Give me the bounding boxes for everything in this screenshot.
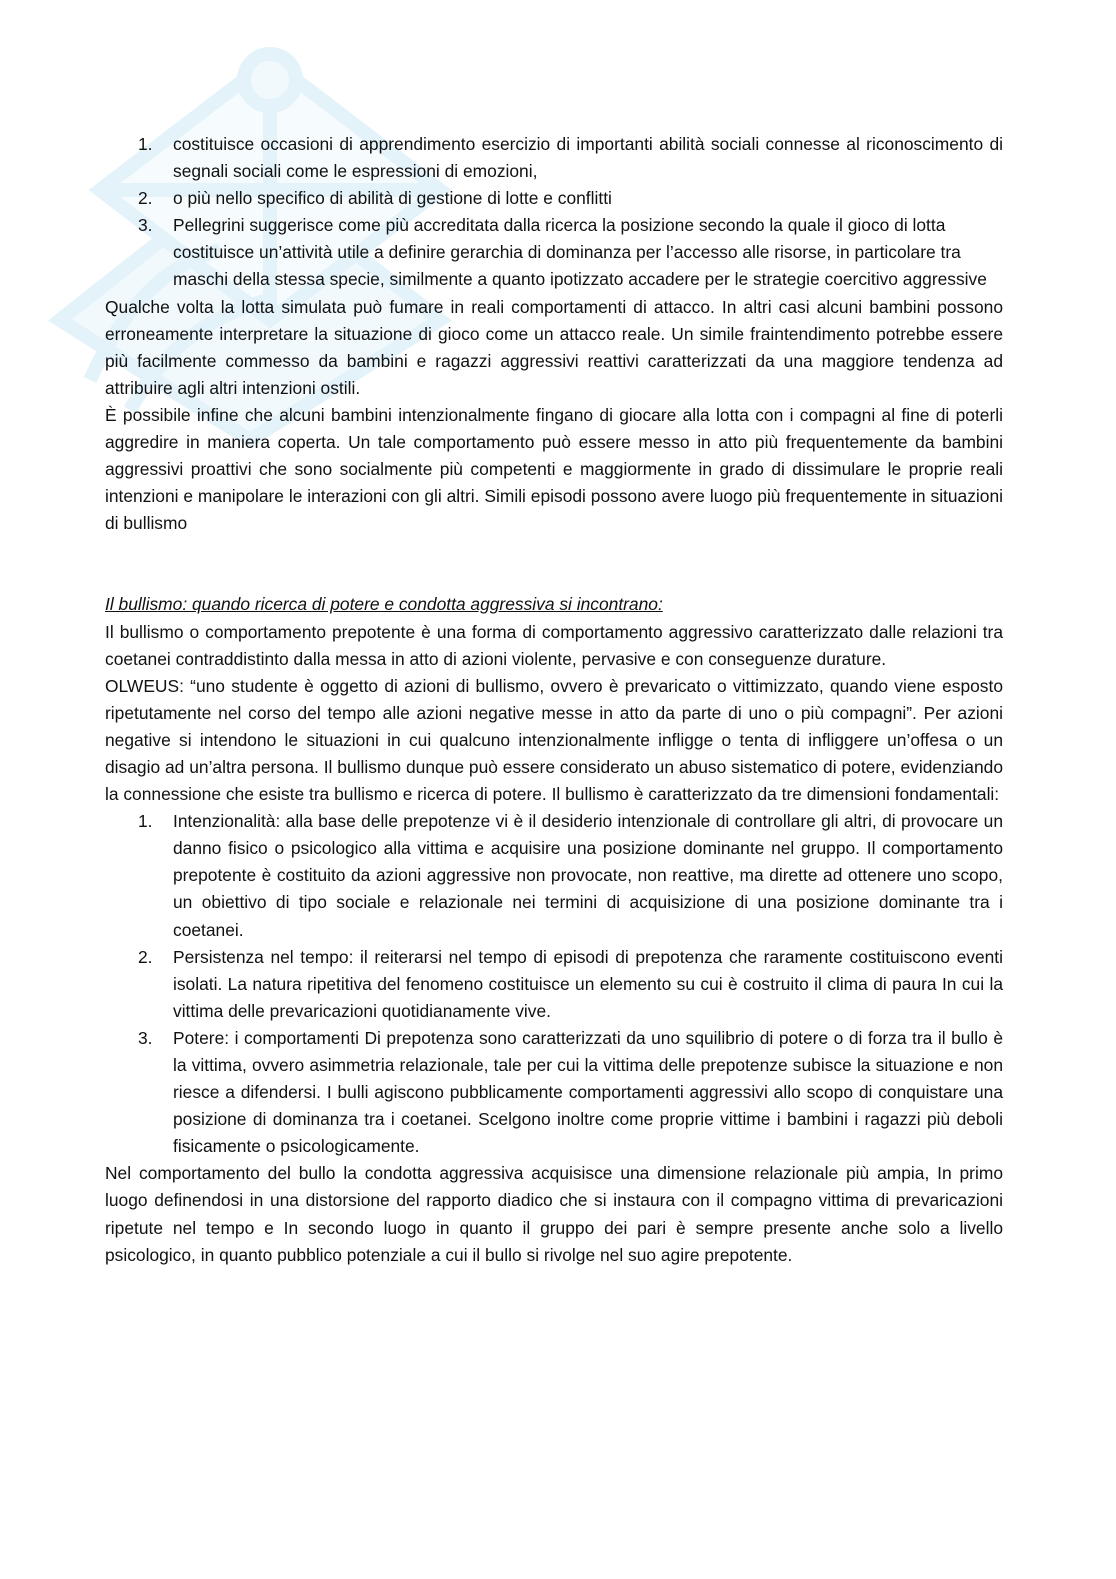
top-numbered-list (105, 131, 1003, 294)
paragraph-bullying-definition: Il bullismo o comportamento prepotente è una forma di comportamento aggressivo caratterizzato dalle relazioni tra coetanei contraddistinto dalla messa in atto di azioni violente, pervasive e con conseguenze durature. (105, 621, 1003, 669)
list-number: 1. (138, 134, 153, 154)
list-item (105, 131, 1003, 185)
list-number: 3. (138, 1027, 153, 1048)
list-item-text: Pellegrini suggerisce come più accreditata dalla ricerca la posizione secondo la quale il gioco di lotta costituisce un’attività utile a definire gerarchia di dominanza per l’accesso alle risorse, in particolare tra maschi della stessa specie, similmente a quanto ipotizzato accadere per le strategie coercitivo aggressive (173, 215, 987, 290)
section-gap (105, 537, 1003, 591)
paragraph-misinterpretation: Qualche volta la lotta simulata può fumare in reali comportamenti di attacco. In altri casi alcuni bambini possono erroneamente interpretare la situazione di gioco come un attacco reale. Un simile fraintendimento potrebbe essere più facilmente commesso da bambini e ragazzi aggressivi reattivi caratterizzati da una maggiore tendenza ad attribuire agli altri intenzioni ostili. (105, 296, 1003, 398)
list-item-text: Persistenza nel tempo: il reiterarsi nel tempo di episodi di prepotenza che raramente costituiscono eventi isolati. La natura ripetitiva del fenomeno costituisce un elemento su cui è costruito il clima di paura In cui la vittima delle prevaricazioni quotidianamente vive. (173, 946, 1003, 1021)
list-number: 3. (138, 215, 153, 236)
dimensions-numbered-list (105, 808, 1003, 1160)
list-item-text: Intenzionalità: alla base delle prepotenze vi è il desiderio intenzionale di controllare gli altri, di provocare un danno fisico o psicologico alla vittima e acquisire una posizione dominante nel gruppo. Il comportamento prepotente è costituito da azioni aggressive non provocate, non reattive, ma dirette ad ottenere uno scopo, un obiettivo di tipo sociale e relazionale nei termini di acquisizione di una posizione dominante tra i coetanei. (173, 811, 1003, 940)
list-item (105, 212, 1003, 293)
list-item (105, 1025, 1003, 1160)
list-number: 2. (138, 188, 153, 209)
list-item-text: o più nello specifico di abilità di gestione di lotte e conflitti (173, 188, 612, 209)
list-item-text: Potere: i comportamenti Di prepotenza sono caratterizzati da uno squilibrio di potere o di forza tra il bullo è la vittima, ovvero asimmetria relazionale, tale per cui la vittima delle prepotenze subisce la situazione e non riesce a difendersi. I bulli agiscono pubblicamente comportamenti aggressivi allo scopo di conquistare una posizione di dominanza tra i coetanei. Scelgono inoltre come proprie vittime i bambini i ragazzi più deboli fisicamente o psicologicamente. (173, 1027, 1003, 1157)
list-item (105, 808, 1003, 943)
list-item (105, 944, 1003, 1025)
paragraph-olweus-quote: OLWEUS: “uno studente è oggetto di azioni di bullismo, ovvero è prevaricato o vittimizzato, quando viene esposto ripetutamente nel corso del tempo alle azioni negative messe in atto da parte di uno o più compagni”. Per azioni negative si intendono le situazioni in cui qualcuno intenzionalmente infligge o tenta di infliggere un’offesa o un disagio ad un’altra persona. Il bullismo dunque può essere considerato un abuso sistematico di potere, evidenziando la connessione che esiste tra bullismo e ricerca di potere. Il bullismo è caratterizzato da tre dimensioni fondamentali: (105, 675, 1003, 805)
paragraph-proactive-aggression: È possibile infine che alcuni bambini intenzionalmente fingano di giocare alla lotta con i compagni al fine di poterli aggredire in maniera coperta. Un tale comportamento può essere messo in atto più frequentemente da bambini aggressivi proattivi che sono socialmente più competenti e maggiormente in grado di dissimulare le proprie reali intenzioni e manipolare le interazioni con gli altri. Simili episodi possono avere luogo più frequentemente in situazioni di bullismo (105, 404, 1003, 534)
list-number: 1. (138, 811, 153, 832)
document-page (105, 131, 1003, 1269)
list-item (105, 185, 1003, 212)
list-item-text: costituisce occasioni di apprendimento esercizio di importanti abilità sociali connesse al riconoscimento di segnali sociali come le espressioni di emozioni, (173, 134, 1003, 182)
paragraph-conclusion: Nel comportamento del bullo la condotta aggressiva acquisisce una dimensione relazionale più ampia, In primo luogo definendosi in una distorsione del rapporto diadico che si instaura con il compagno vittima di prevaricazioni ripetute nel tempo e In secondo luogo in quanto il gruppo dei pari è sempre presente anche solo a livello psicologico, in quanto pubblico potenziale a cui il bullo si rivolge nel suo agire prepotente. (105, 1163, 1003, 1265)
section-title: Il bullismo: quando ricerca di potere e condotta aggressiva si incontrano: (105, 594, 663, 615)
list-number: 2. (138, 946, 153, 967)
